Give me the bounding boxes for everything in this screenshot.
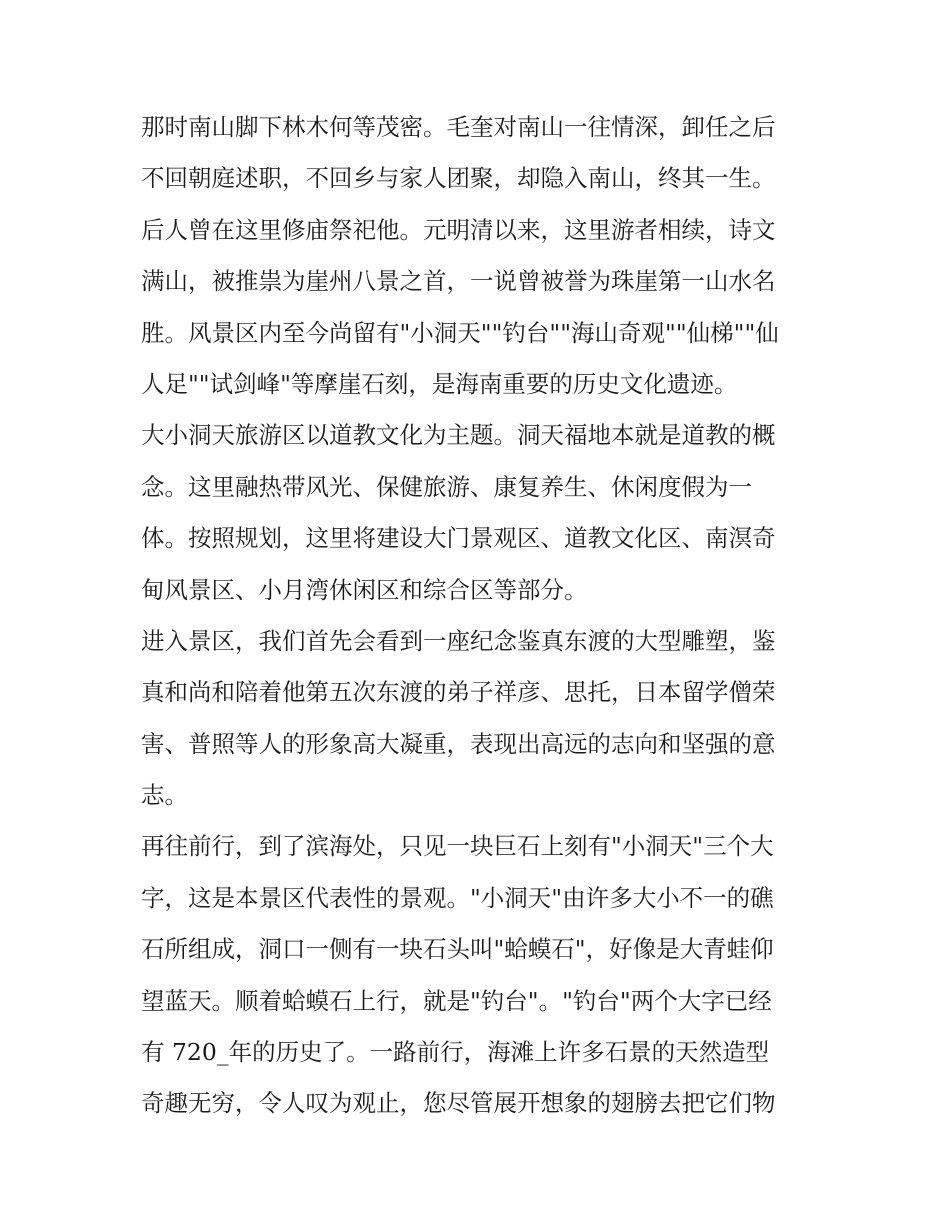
text-line: 不回朝庭述职，不回乡与家人团聚，却隐入南山，终其一生。 — [141, 164, 776, 193]
document-body — [141, 112, 821, 1140]
text-line: 大小洞天旅游区以道教文化为主题。洞天福地本就是道教的概 — [141, 421, 776, 450]
text-line: 石所组成，洞口一侧有一块石头叫"蛤蟆石"，好像是大青蛙仰 — [141, 935, 774, 964]
text-line: 有 720_年的历史了。一路前行，海滩上许多石景的天然造型 — [141, 1038, 770, 1067]
text-line: 字，这是本景区代表性的景观。"小洞天"由许多大小不一的礁 — [141, 883, 774, 912]
text-line: 奇趣无穷，令人叹为观止，您尽管展开想象的翅膀去把它们物 — [141, 1089, 776, 1118]
text-line: 甸风景区、小月湾休闲区和综合区等部分。 — [141, 575, 588, 604]
text-line: 念。这里融热带风光、保健旅游、康复养生、休闲度假为一 — [141, 472, 752, 501]
text-line: 胜。风景区内至今尚留有"小洞天""钓台""海山奇观""仙梯""仙 — [141, 318, 779, 347]
text-line: 再往前行，到了滨海处，只见一块巨石上刻有"小洞天"三个大 — [141, 832, 774, 861]
text-line: 体。按照规划，这里将建设大门景观区、道教文化区、南溟奇 — [141, 524, 776, 553]
text-line: 志。 — [141, 781, 188, 810]
text-line: 那时南山脚下林木何等茂密。毛奎对南山一往情深，卸任之后 — [141, 113, 776, 141]
text-line: 望蓝天。顺着蛤蟆石上行，就是"钓台"。"钓台"两个大字已经 — [141, 986, 772, 1015]
text-line: 满山，被推祟为崖州八景之首，一说曾被誉为珠崖第一山水名 — [141, 267, 776, 296]
text-line: 真和尚和陪着他第五次东渡的弟子祥彦、思托，日本留学僧荣 — [141, 678, 776, 707]
text-line: 人足""试剑峰"等摩崖石刻，是海南重要的历史文化遗迹。 — [141, 369, 738, 398]
text-line: 进入景区，我们首先会看到一座纪念鉴真东渡的大型雕塑，鉴 — [141, 626, 776, 655]
text-line: 害、普照等人的形象高大凝重，表现出高远的志向和坚强的意 — [141, 729, 776, 758]
text-line: 后人曾在这里修庙祭祀他。元明清以来，这里游者相续，诗文 — [141, 215, 776, 244]
